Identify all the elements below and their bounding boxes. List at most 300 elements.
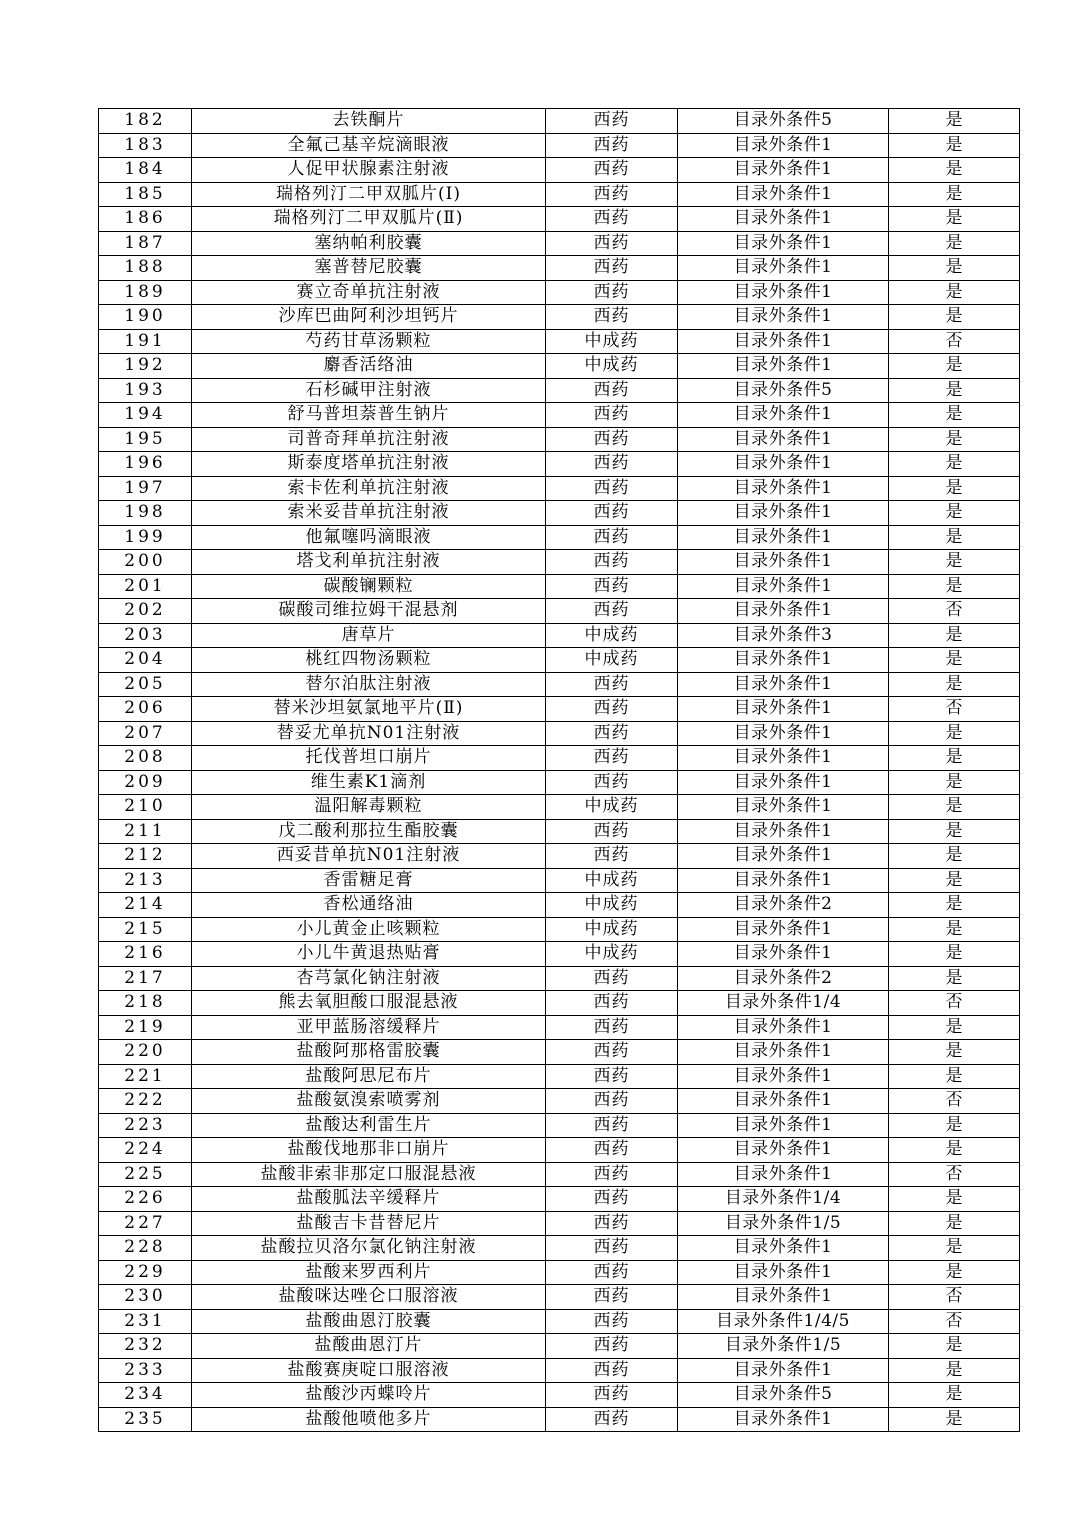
reimbursement-condition-cell: 目录外条件1 (678, 1236, 889, 1261)
table-row (99, 1138, 1020, 1163)
reimbursement-condition-cell: 目录外条件1 (678, 525, 889, 550)
drug-type-cell: 西药 (546, 1309, 678, 1334)
table-row (99, 574, 1020, 599)
table-row (99, 1383, 1020, 1408)
drug-name-cell: 盐酸曲恩汀胶囊 (192, 1309, 546, 1334)
eligibility-flag-cell: 是 (889, 1383, 1020, 1408)
drug-type-cell: 西药 (546, 133, 678, 158)
eligibility-flag-cell: 是 (889, 207, 1020, 232)
eligibility-flag-cell: 是 (889, 1113, 1020, 1138)
table-row (99, 599, 1020, 624)
drug-name-cell: 沙库巴曲阿利沙坦钙片 (192, 305, 546, 330)
reimbursement-condition-cell: 目录外条件1 (678, 305, 889, 330)
drug-type-cell: 西药 (546, 1236, 678, 1261)
row-number-cell: 184 (99, 158, 192, 183)
drug-type-cell: 中成药 (546, 623, 678, 648)
drug-name-cell: 桃红四物汤颗粒 (192, 648, 546, 673)
drug-type-cell: 西药 (546, 1138, 678, 1163)
drug-type-cell: 西药 (546, 1040, 678, 1065)
drug-type-cell: 西药 (546, 672, 678, 697)
row-number-cell: 206 (99, 697, 192, 722)
drug-name-cell: 麝香活络油 (192, 354, 546, 379)
reimbursement-condition-cell: 目录外条件3 (678, 623, 889, 648)
drug-type-cell: 西药 (546, 231, 678, 256)
reimbursement-condition-cell: 目录外条件1 (678, 133, 889, 158)
row-number-cell: 196 (99, 452, 192, 477)
row-number-cell: 227 (99, 1211, 192, 1236)
eligibility-flag-cell: 是 (889, 305, 1020, 330)
drug-name-cell: 熊去氧胆酸口服混悬液 (192, 991, 546, 1016)
drug-type-cell: 中成药 (546, 354, 678, 379)
drug-name-cell: 芍药甘草汤颗粒 (192, 329, 546, 354)
drug-name-cell: 盐酸他喷他多片 (192, 1407, 546, 1432)
table-row (99, 1211, 1020, 1236)
eligibility-flag-cell: 是 (889, 280, 1020, 305)
row-number-cell: 186 (99, 207, 192, 232)
reimbursement-condition-cell: 目录外条件1 (678, 574, 889, 599)
drug-name-cell: 碳酸镧颗粒 (192, 574, 546, 599)
drug-name-cell: 小儿黄金止咳颗粒 (192, 917, 546, 942)
eligibility-flag-cell: 否 (889, 991, 1020, 1016)
row-number-cell: 191 (99, 329, 192, 354)
reimbursement-condition-cell: 目录外条件2 (678, 966, 889, 991)
drug-name-cell: 温阳解毒颗粒 (192, 795, 546, 820)
reimbursement-condition-cell: 目录外条件1 (678, 476, 889, 501)
table-row (99, 231, 1020, 256)
drug-type-cell: 西药 (546, 819, 678, 844)
drug-name-cell: 小儿牛黄退热贴膏 (192, 942, 546, 967)
row-number-cell: 235 (99, 1407, 192, 1432)
eligibility-flag-cell: 是 (889, 1064, 1020, 1089)
table-row (99, 354, 1020, 379)
eligibility-flag-cell: 是 (889, 844, 1020, 869)
table-row (99, 893, 1020, 918)
drug-type-cell: 西药 (546, 476, 678, 501)
eligibility-flag-cell: 是 (889, 256, 1020, 281)
drug-type-cell: 西药 (546, 1211, 678, 1236)
drug-type-cell: 西药 (546, 1113, 678, 1138)
drug-name-cell: 盐酸非索非那定口服混悬液 (192, 1162, 546, 1187)
drug-type-cell: 西药 (546, 452, 678, 477)
eligibility-flag-cell: 是 (889, 525, 1020, 550)
table-row (99, 648, 1020, 673)
row-number-cell: 231 (99, 1309, 192, 1334)
eligibility-flag-cell: 是 (889, 378, 1020, 403)
table-row (99, 182, 1020, 207)
drug-name-cell: 去铁酮片 (192, 109, 546, 134)
drug-name-cell: 盐酸氨溴索喷雾剂 (192, 1089, 546, 1114)
table-row (99, 1064, 1020, 1089)
row-number-cell: 214 (99, 893, 192, 918)
row-number-cell: 201 (99, 574, 192, 599)
table-row (99, 525, 1020, 550)
table-row (99, 991, 1020, 1016)
reimbursement-condition-cell: 目录外条件1 (678, 452, 889, 477)
row-number-cell: 199 (99, 525, 192, 550)
drug-type-cell: 西药 (546, 525, 678, 550)
drug-type-cell: 中成药 (546, 868, 678, 893)
table-row (99, 942, 1020, 967)
row-number-cell: 234 (99, 1383, 192, 1408)
drug-name-cell: 赛立奇单抗注射液 (192, 280, 546, 305)
table-row (99, 1334, 1020, 1359)
eligibility-flag-cell: 是 (889, 109, 1020, 134)
eligibility-flag-cell: 是 (889, 672, 1020, 697)
row-number-cell: 203 (99, 623, 192, 648)
drug-name-cell: 盐酸阿思尼布片 (192, 1064, 546, 1089)
table-row (99, 158, 1020, 183)
reimbursement-condition-cell: 目录外条件1 (678, 697, 889, 722)
row-number-cell: 182 (99, 109, 192, 134)
reimbursement-condition-cell: 目录外条件1 (678, 770, 889, 795)
eligibility-flag-cell: 否 (889, 329, 1020, 354)
reimbursement-condition-cell: 目录外条件1 (678, 868, 889, 893)
table-row (99, 795, 1020, 820)
reimbursement-condition-cell: 目录外条件1/5 (678, 1334, 889, 1359)
row-number-cell: 212 (99, 844, 192, 869)
eligibility-flag-cell: 是 (889, 721, 1020, 746)
eligibility-flag-cell: 是 (889, 770, 1020, 795)
drug-name-cell: 香雷糖足膏 (192, 868, 546, 893)
drug-name-cell: 盐酸沙丙蝶呤片 (192, 1383, 546, 1408)
eligibility-flag-cell: 是 (889, 942, 1020, 967)
table-row (99, 329, 1020, 354)
eligibility-flag-cell: 是 (889, 1138, 1020, 1163)
eligibility-flag-cell: 否 (889, 599, 1020, 624)
reimbursement-condition-cell: 目录外条件1 (678, 158, 889, 183)
row-number-cell: 189 (99, 280, 192, 305)
drug-name-cell: 替妥尤单抗N01注射液 (192, 721, 546, 746)
drug-type-cell: 中成药 (546, 917, 678, 942)
eligibility-flag-cell: 是 (889, 403, 1020, 428)
table-row (99, 1162, 1020, 1187)
row-number-cell: 218 (99, 991, 192, 1016)
table-row (99, 501, 1020, 526)
reimbursement-condition-cell: 目录外条件1 (678, 1260, 889, 1285)
eligibility-flag-cell: 是 (889, 1236, 1020, 1261)
drug-type-cell: 西药 (546, 305, 678, 330)
eligibility-flag-cell: 是 (889, 1211, 1020, 1236)
table-row (99, 868, 1020, 893)
row-number-cell: 190 (99, 305, 192, 330)
table-row (99, 819, 1020, 844)
drug-name-cell: 香松通络油 (192, 893, 546, 918)
drug-name-cell: 人促甲状腺素注射液 (192, 158, 546, 183)
reimbursement-condition-cell: 目录外条件1 (678, 403, 889, 428)
eligibility-flag-cell: 是 (889, 1407, 1020, 1432)
drug-name-cell: 盐酸阿那格雷胶囊 (192, 1040, 546, 1065)
reimbursement-condition-cell: 目录外条件1 (678, 1015, 889, 1040)
table-row (99, 721, 1020, 746)
table-row (99, 966, 1020, 991)
eligibility-flag-cell: 否 (889, 1089, 1020, 1114)
eligibility-flag-cell: 否 (889, 1285, 1020, 1310)
eligibility-flag-cell: 是 (889, 182, 1020, 207)
drug-name-cell: 戊二酸利那拉生酯胶囊 (192, 819, 546, 844)
eligibility-flag-cell: 是 (889, 550, 1020, 575)
drug-name-cell: 石杉碱甲注射液 (192, 378, 546, 403)
table-row (99, 1260, 1020, 1285)
table-row (99, 280, 1020, 305)
reimbursement-condition-cell: 目录外条件1 (678, 648, 889, 673)
table-row (99, 133, 1020, 158)
table-row (99, 746, 1020, 771)
row-number-cell: 183 (99, 133, 192, 158)
drug-name-cell: 杏芎氯化钠注射液 (192, 966, 546, 991)
row-number-cell: 229 (99, 1260, 192, 1285)
drug-name-cell: 他氟噻吗滴眼液 (192, 525, 546, 550)
drug-name-cell: 盐酸吉卡昔替尼片 (192, 1211, 546, 1236)
drug-list-table (98, 108, 1020, 1432)
drug-type-cell: 西药 (546, 721, 678, 746)
row-number-cell: 204 (99, 648, 192, 673)
reimbursement-condition-cell: 目录外条件2 (678, 893, 889, 918)
reimbursement-condition-cell: 目录外条件1 (678, 746, 889, 771)
reimbursement-condition-cell: 目录外条件1 (678, 280, 889, 305)
drug-name-cell: 瑞格列汀二甲双胍片(Ⅰ) (192, 182, 546, 207)
eligibility-flag-cell: 否 (889, 1309, 1020, 1334)
row-number-cell: 232 (99, 1334, 192, 1359)
drug-type-cell: 西药 (546, 109, 678, 134)
eligibility-flag-cell: 是 (889, 917, 1020, 942)
reimbursement-condition-cell: 目录外条件1 (678, 1285, 889, 1310)
row-number-cell: 198 (99, 501, 192, 526)
eligibility-flag-cell: 是 (889, 133, 1020, 158)
table-row (99, 672, 1020, 697)
eligibility-flag-cell: 是 (889, 354, 1020, 379)
row-number-cell: 224 (99, 1138, 192, 1163)
drug-type-cell: 西药 (546, 1064, 678, 1089)
reimbursement-condition-cell: 目录外条件1 (678, 1064, 889, 1089)
drug-type-cell: 西药 (546, 280, 678, 305)
eligibility-flag-cell: 是 (889, 868, 1020, 893)
reimbursement-condition-cell: 目录外条件1 (678, 1040, 889, 1065)
drug-name-cell: 司普奇拜单抗注射液 (192, 427, 546, 452)
reimbursement-condition-cell: 目录外条件1 (678, 819, 889, 844)
drug-name-cell: 舒马普坦萘普生钠片 (192, 403, 546, 428)
reimbursement-condition-cell: 目录外条件1 (678, 795, 889, 820)
eligibility-flag-cell: 是 (889, 819, 1020, 844)
row-number-cell: 233 (99, 1358, 192, 1383)
drug-type-cell: 西药 (546, 207, 678, 232)
eligibility-flag-cell: 是 (889, 648, 1020, 673)
row-number-cell: 202 (99, 599, 192, 624)
eligibility-flag-cell: 是 (889, 623, 1020, 648)
reimbursement-condition-cell: 目录外条件1 (678, 672, 889, 697)
eligibility-flag-cell: 是 (889, 966, 1020, 991)
row-number-cell: 216 (99, 942, 192, 967)
reimbursement-condition-cell: 目录外条件1 (678, 182, 889, 207)
drug-name-cell: 亚甲蓝肠溶缓释片 (192, 1015, 546, 1040)
reimbursement-condition-cell: 目录外条件1 (678, 1407, 889, 1432)
table-row (99, 917, 1020, 942)
drug-name-cell: 塔戈利单抗注射液 (192, 550, 546, 575)
drug-type-cell: 西药 (546, 770, 678, 795)
reimbursement-condition-cell: 目录外条件1 (678, 1358, 889, 1383)
drug-name-cell: 西妥昔单抗N01注射液 (192, 844, 546, 869)
reimbursement-condition-cell: 目录外条件1 (678, 844, 889, 869)
row-number-cell: 211 (99, 819, 192, 844)
drug-type-cell: 中成药 (546, 648, 678, 673)
table-row (99, 427, 1020, 452)
drug-type-cell: 西药 (546, 550, 678, 575)
drug-type-cell: 西药 (546, 158, 678, 183)
reimbursement-condition-cell: 目录外条件5 (678, 378, 889, 403)
table-row (99, 1285, 1020, 1310)
drug-type-cell: 西药 (546, 501, 678, 526)
reimbursement-condition-cell: 目录外条件1 (678, 721, 889, 746)
table-row (99, 109, 1020, 134)
eligibility-flag-cell: 是 (889, 427, 1020, 452)
table-row (99, 305, 1020, 330)
reimbursement-condition-cell: 目录外条件1 (678, 207, 889, 232)
drug-name-cell: 替米沙坦氨氯地平片(Ⅱ) (192, 697, 546, 722)
drug-name-cell: 瑞格列汀二甲双胍片(Ⅱ) (192, 207, 546, 232)
row-number-cell: 220 (99, 1040, 192, 1065)
row-number-cell: 215 (99, 917, 192, 942)
eligibility-flag-cell: 是 (889, 158, 1020, 183)
eligibility-flag-cell: 是 (889, 231, 1020, 256)
eligibility-flag-cell: 是 (889, 1334, 1020, 1359)
row-number-cell: 185 (99, 182, 192, 207)
drug-name-cell: 盐酸来罗西利片 (192, 1260, 546, 1285)
table-row (99, 844, 1020, 869)
row-number-cell: 219 (99, 1015, 192, 1040)
drug-name-cell: 盐酸赛庚啶口服溶液 (192, 1358, 546, 1383)
table-row (99, 1113, 1020, 1138)
row-number-cell: 217 (99, 966, 192, 991)
eligibility-flag-cell: 是 (889, 1260, 1020, 1285)
reimbursement-condition-cell: 目录外条件1 (678, 917, 889, 942)
row-number-cell: 187 (99, 231, 192, 256)
table-row (99, 378, 1020, 403)
drug-type-cell: 西药 (546, 1187, 678, 1212)
reimbursement-condition-cell: 目录外条件1 (678, 1138, 889, 1163)
row-number-cell: 192 (99, 354, 192, 379)
drug-name-cell: 维生素K1滴剂 (192, 770, 546, 795)
table-row (99, 256, 1020, 281)
reimbursement-condition-cell: 目录外条件1 (678, 550, 889, 575)
drug-type-cell: 西药 (546, 182, 678, 207)
drug-type-cell: 西药 (546, 746, 678, 771)
drug-name-cell: 托伐普坦口崩片 (192, 746, 546, 771)
table-row (99, 697, 1020, 722)
table-row (99, 207, 1020, 232)
table-row (99, 452, 1020, 477)
drug-type-cell: 西药 (546, 1015, 678, 1040)
drug-type-cell: 西药 (546, 1260, 678, 1285)
reimbursement-condition-cell: 目录外条件1 (678, 354, 889, 379)
drug-name-cell: 替尔泊肽注射液 (192, 672, 546, 697)
table-row (99, 550, 1020, 575)
drug-type-cell: 西药 (546, 1358, 678, 1383)
row-number-cell: 226 (99, 1187, 192, 1212)
eligibility-flag-cell: 是 (889, 574, 1020, 599)
drug-name-cell: 全氟己基辛烷滴眼液 (192, 133, 546, 158)
drug-type-cell: 西药 (546, 256, 678, 281)
row-number-cell: 197 (99, 476, 192, 501)
drug-type-cell: 西药 (546, 378, 678, 403)
reimbursement-condition-cell: 目录外条件1 (678, 231, 889, 256)
table-row (99, 1187, 1020, 1212)
eligibility-flag-cell: 是 (889, 1040, 1020, 1065)
drug-name-cell: 盐酸曲恩汀片 (192, 1334, 546, 1359)
row-number-cell: 193 (99, 378, 192, 403)
drug-name-cell: 碳酸司维拉姆干混悬剂 (192, 599, 546, 624)
reimbursement-condition-cell: 目录外条件1/4 (678, 1187, 889, 1212)
row-number-cell: 194 (99, 403, 192, 428)
table-row (99, 1040, 1020, 1065)
reimbursement-condition-cell: 目录外条件1 (678, 256, 889, 281)
drug-type-cell: 中成药 (546, 329, 678, 354)
drug-type-cell: 西药 (546, 574, 678, 599)
drug-list-body (99, 109, 1020, 1432)
row-number-cell: 200 (99, 550, 192, 575)
drug-name-cell: 盐酸拉贝洛尔氯化钠注射液 (192, 1236, 546, 1261)
drug-name-cell: 索米妥昔单抗注射液 (192, 501, 546, 526)
reimbursement-condition-cell: 目录外条件1/4 (678, 991, 889, 1016)
drug-name-cell: 塞普替尼胶囊 (192, 256, 546, 281)
drug-type-cell: 西药 (546, 697, 678, 722)
drug-type-cell: 中成药 (546, 795, 678, 820)
row-number-cell: 213 (99, 868, 192, 893)
row-number-cell: 207 (99, 721, 192, 746)
table-row (99, 1309, 1020, 1334)
eligibility-flag-cell: 是 (889, 1187, 1020, 1212)
drug-type-cell: 西药 (546, 427, 678, 452)
reimbursement-condition-cell: 目录外条件1 (678, 942, 889, 967)
reimbursement-condition-cell: 目录外条件1 (678, 501, 889, 526)
eligibility-flag-cell: 是 (889, 795, 1020, 820)
table-row (99, 1358, 1020, 1383)
eligibility-flag-cell: 是 (889, 1358, 1020, 1383)
drug-type-cell: 西药 (546, 991, 678, 1016)
drug-type-cell: 中成药 (546, 942, 678, 967)
drug-type-cell: 西药 (546, 1285, 678, 1310)
drug-type-cell: 西药 (546, 1383, 678, 1408)
eligibility-flag-cell: 是 (889, 452, 1020, 477)
row-number-cell: 209 (99, 770, 192, 795)
drug-name-cell: 塞纳帕利胶囊 (192, 231, 546, 256)
reimbursement-condition-cell: 目录外条件5 (678, 109, 889, 134)
eligibility-flag-cell: 是 (889, 1015, 1020, 1040)
table-row (99, 623, 1020, 648)
drug-type-cell: 西药 (546, 844, 678, 869)
row-number-cell: 188 (99, 256, 192, 281)
drug-type-cell: 西药 (546, 966, 678, 991)
drug-name-cell: 盐酸咪达唑仑口服溶液 (192, 1285, 546, 1310)
table-row (99, 403, 1020, 428)
drug-name-cell: 索卡佐利单抗注射液 (192, 476, 546, 501)
reimbursement-condition-cell: 目录外条件1/5 (678, 1211, 889, 1236)
drug-name-cell: 盐酸伐地那非口崩片 (192, 1138, 546, 1163)
reimbursement-condition-cell: 目录外条件1 (678, 329, 889, 354)
reimbursement-condition-cell: 目录外条件1 (678, 1089, 889, 1114)
table-row (99, 1236, 1020, 1261)
drug-name-cell: 唐草片 (192, 623, 546, 648)
row-number-cell: 208 (99, 746, 192, 771)
table-row (99, 1089, 1020, 1114)
drug-type-cell: 西药 (546, 1162, 678, 1187)
table-row (99, 1407, 1020, 1432)
row-number-cell: 228 (99, 1236, 192, 1261)
eligibility-flag-cell: 是 (889, 501, 1020, 526)
eligibility-flag-cell: 是 (889, 476, 1020, 501)
reimbursement-condition-cell: 目录外条件1 (678, 1162, 889, 1187)
reimbursement-condition-cell: 目录外条件1 (678, 1113, 889, 1138)
row-number-cell: 225 (99, 1162, 192, 1187)
drug-name-cell: 盐酸胍法辛缓释片 (192, 1187, 546, 1212)
